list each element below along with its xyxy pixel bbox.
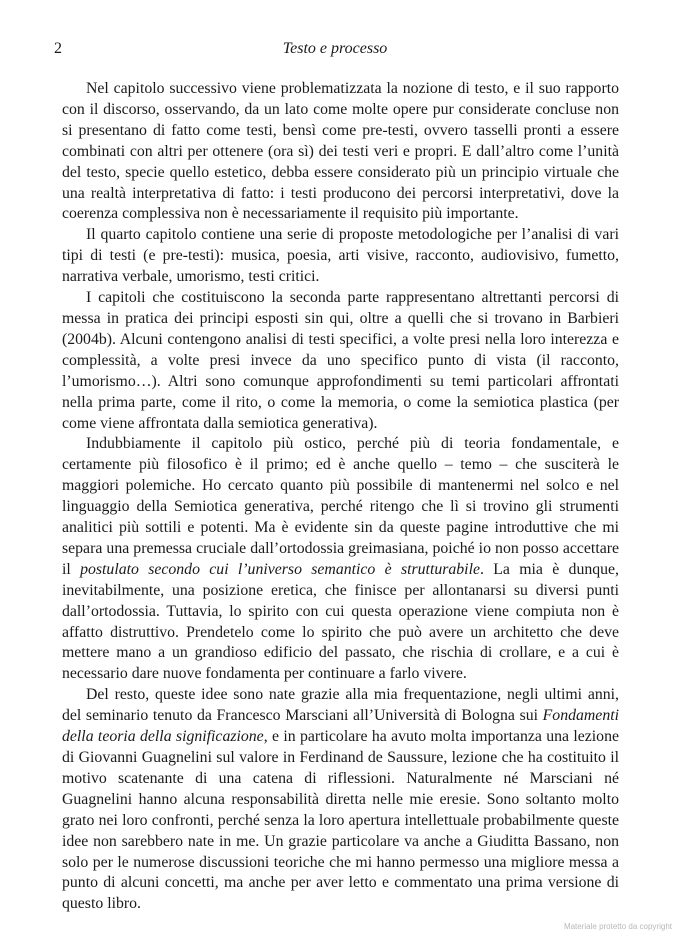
paragraph-text: . La mia è dunque, inevitabilmente, una posizione eretica, che finisce per allontanarsi su diversi punti dall’ortodossia. Tuttavia, lo spirito con cui questa operazione viene compiuta non è affatto distruttivo. Prendetelo come lo spirito che può avere un architetto che deve mettere mano a un grandioso edificio del passato, che rischia di crollare, e a cui è necessario dare nuove fondamenta per continuare a farlo vivere. <box>62 560 619 683</box>
paragraph-1 <box>62 79 619 225</box>
paragraph-text: Del resto, queste idee sono nate grazie alla mia frequentazione, negli ultimi anni, del seminario tenuto da Francesco Marsciani all’Università di Bologna sui <box>62 686 619 725</box>
paragraph-4 <box>62 434 619 685</box>
italic-phrase: postulato secondo cui l’universo semantico è strutturabile <box>80 560 480 578</box>
page-number: 2 <box>54 40 62 57</box>
paragraph-text: Indubbiamente il capitolo più ostico, perché più di teoria fondamentale, e certamente più filosofico è il primo; ed è anche quello – temo – che susciterà le maggiori polemiche. Ho cercato quanto più possibile di mantenermi nel solco e nel linguaggio della Semiotica generativa, perché ritengo che lì si trovino gli strumenti analitici più sottili e potenti. Ma è evidente sin da queste pagine introduttive che mi separa una premessa cruciale dall’ortodossia greimasiana, poiché io non posso accettare il <box>62 435 619 578</box>
paragraph-text: Nel capitolo successivo viene problematizzata la nozione di testo, e il suo rapporto con il discorso, osservando, da un lato come molte opere pur considerate concluse non si presentano di fatto come testi, bensì come pre-testi, ovvero tasselli pronti a essere combinati con altri per ottenere (ora sì) dei testi veri e propri. E dall’altro come l’unità del testo, specie quello estetico, debba essere considerato più un principio virtuale che una realtà interpretativa di fatto: i testi producono dei percorsi interpretativi, dove la coerenza complessiva non è necessariamente il requisito più importante. <box>62 80 619 223</box>
paragraph-text: , e in particolare ha avuto molta importanza una lezione di Giovanni Guagnelini sul valore in Ferdinand de Saussure, lezione che ha costituito il motivo scatenante di una catena di riflessioni. Naturalmente né Marsciani né Guagnelini hanno alcuna responsabilità diretta nelle mie eresie. Sono soltanto molto grato nei loro confronti, perché senza la loro apertura intellettuale probabilmente queste idee non sarebbero nate in me. Un grazie particolare va anche a Giuditta Bassano, non solo per le numerose discussioni teoriche che mi hanno permesso una migliore messa a punto di alcuni concetti, ma anche per aver letto e commentato una prima versione di questo libro. <box>62 728 619 913</box>
page-header <box>54 40 616 64</box>
paragraph-5 <box>62 685 619 915</box>
paragraph-text: Il quarto capitolo contiene una serie di proposte metodologiche per l’analisi di vari tipi di testi (e pre-testi): musica, poesia, arti visive, racconto, audiovisivo, fumetto, narrativa verbale, umorismo, testi critici. <box>62 226 619 286</box>
running-title: Testo e processo <box>282 40 388 57</box>
body-text <box>62 79 619 915</box>
paragraph-3 <box>62 288 619 434</box>
paragraph-2 <box>62 225 619 288</box>
copyright-watermark: Materiale protetto da copyright <box>563 922 672 931</box>
paragraph-text: I capitoli che costituiscono la seconda parte rappresentano altrettanti percorsi di messa in pratica dei principi esposti sin qui, oltre a quelli che si trovano in Barbieri (2004b). Alcuni contengono analisi di testi specifici, a volte presi nella loro interezza e complessità, a volte presi invece da uno specifico punto di vista (il racconto, l’umorismo…). Altri sono comunque approfondimenti su temi particolari affrontati nella prima parte, come il rito, o come la memoria, o come la semiotica plastica (per come viene affrontata dalla semiotica generativa). <box>62 289 619 432</box>
italic-title: Fondamenti della teoria della significazione <box>62 707 619 746</box>
